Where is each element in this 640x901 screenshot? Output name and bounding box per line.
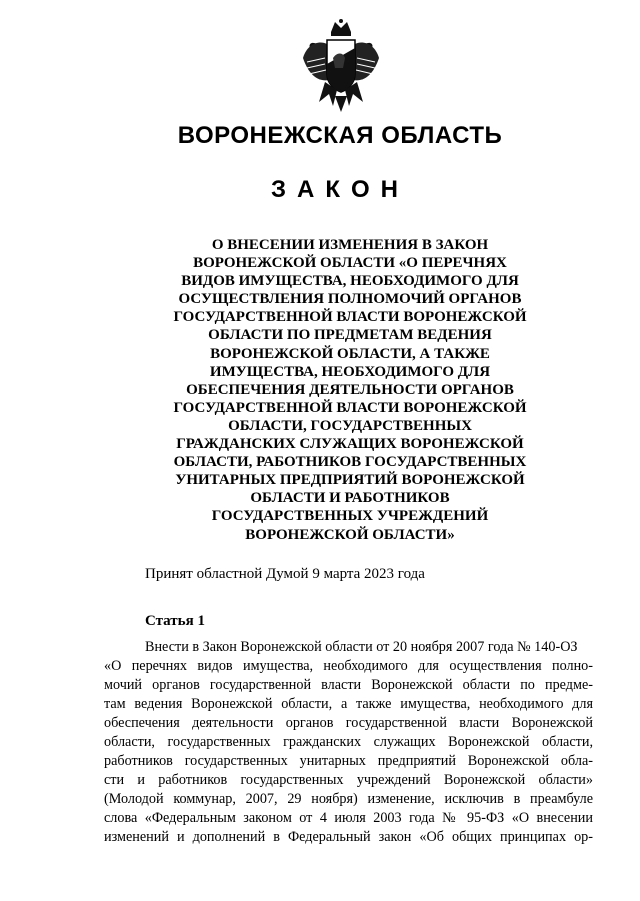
article-body — [104, 638, 593, 847]
law-title-line: ОБЕСПЕЧЕНИЯ ДЕЯТЕЛЬНОСТИ ОРГАНОВ — [186, 381, 514, 398]
article-line: сти и работников государственных учреждений Воронежской области» — [104, 772, 593, 788]
law-title-line: ОБЛАСТИ ПО ПРЕДМЕТАМ ВЕДЕНИЯ — [208, 327, 492, 344]
article-heading: Статья 1 — [145, 613, 205, 629]
article-line: (Молодой коммунар, 2007, 29 ноября) изменение, исключив в преамбуле — [104, 791, 593, 807]
article-line: «О перечнях видов имущества, необходимого для осуществления полно- — [104, 658, 593, 674]
voronezh-coat-of-arms-icon — [299, 18, 383, 112]
law-title-line: ГОСУДАРСТВЕННОЙ ВЛАСТИ ВОРОНЕЖСКОЙ — [173, 399, 527, 416]
law-title-line: ОБЛАСТИ И РАБОТНИКОВ — [250, 490, 450, 507]
law-title-line: ВОРОНЕЖСКОЙ ОБЛАСТИ, А ТАКЖЕ — [210, 345, 490, 362]
law-title-line: О ВНЕСЕНИИ ИЗМЕНЕНИЯ В ЗАКОН — [211, 237, 489, 253]
adoption-statement: Принят областной Думой 9 марта 2023 года — [145, 566, 425, 582]
law-title-line: ИМУЩЕСТВА, НЕОБХОДИМОГО ДЛЯ — [209, 363, 491, 380]
law-title-line: ВИДОВ ИМУЩЕСТВА, НЕОБХОДИМОГО ДЛЯ — [181, 273, 519, 290]
law-title-line: ВОРОНЕЖСКОЙ ОБЛАСТИ «О ПЕРЕЧНЯХ — [193, 255, 507, 272]
document-type: ЗАКОН — [270, 176, 409, 203]
article-line: изменений и дополнений в Федеральный закон «Об общих принципах ор- — [104, 829, 593, 845]
article-line: мочий органов государственной власти Воронежской области по предме- — [104, 677, 593, 693]
law-title-line: ГОСУДАРСТВЕННОЙ ВЛАСТИ ВОРОНЕЖСКОЙ — [173, 309, 527, 326]
law-title-line: ГОСУДАРСТВЕННЫХ УЧРЕЖДЕНИЙ — [211, 508, 489, 525]
law-title-line: ГРАЖДАНСКИХ СЛУЖАЩИХ ВОРОНЕЖСКОЙ — [176, 436, 524, 453]
article-line: обеспечения деятельности органов государственной власти Воронежской — [104, 715, 593, 731]
article-line: области, государственных гражданских служащих Воронежской области, — [104, 734, 593, 750]
law-title-line: ОБЛАСТИ, ГОСУДАРСТВЕННЫХ — [228, 417, 472, 434]
law-title — [150, 236, 550, 544]
article-line: слова «Федеральным законом от 4 июля 2003 года № 95-ФЗ «О внесении — [104, 810, 593, 826]
law-title-line: ОБЛАСТИ, РАБОТНИКОВ ГОСУДАРСТВЕННЫХ — [173, 454, 527, 471]
article-line: там ведения Воронежской области, а также имущества, необходимого для — [104, 696, 593, 712]
article-line: работников государственных унитарных предприятий Воронежской обла- — [104, 753, 593, 769]
law-title-line: ВОРОНЕЖСКОЙ ОБЛАСТИ» — [245, 526, 455, 543]
article-line: Внести в Закон Воронежской области от 20 ноября 2007 года № 140-ОЗ — [145, 639, 578, 655]
law-title-line: ОСУЩЕСТВЛЕНИЯ ПОЛНОМОЧИЙ ОРГАНОВ — [178, 291, 522, 308]
region-title: ВОРОНЕЖСКАЯ ОБЛАСТЬ — [177, 122, 503, 149]
law-title-line: УНИТАРНЫХ ПРЕДПРИЯТИЙ ВОРОНЕЖСКОЙ — [175, 472, 525, 489]
